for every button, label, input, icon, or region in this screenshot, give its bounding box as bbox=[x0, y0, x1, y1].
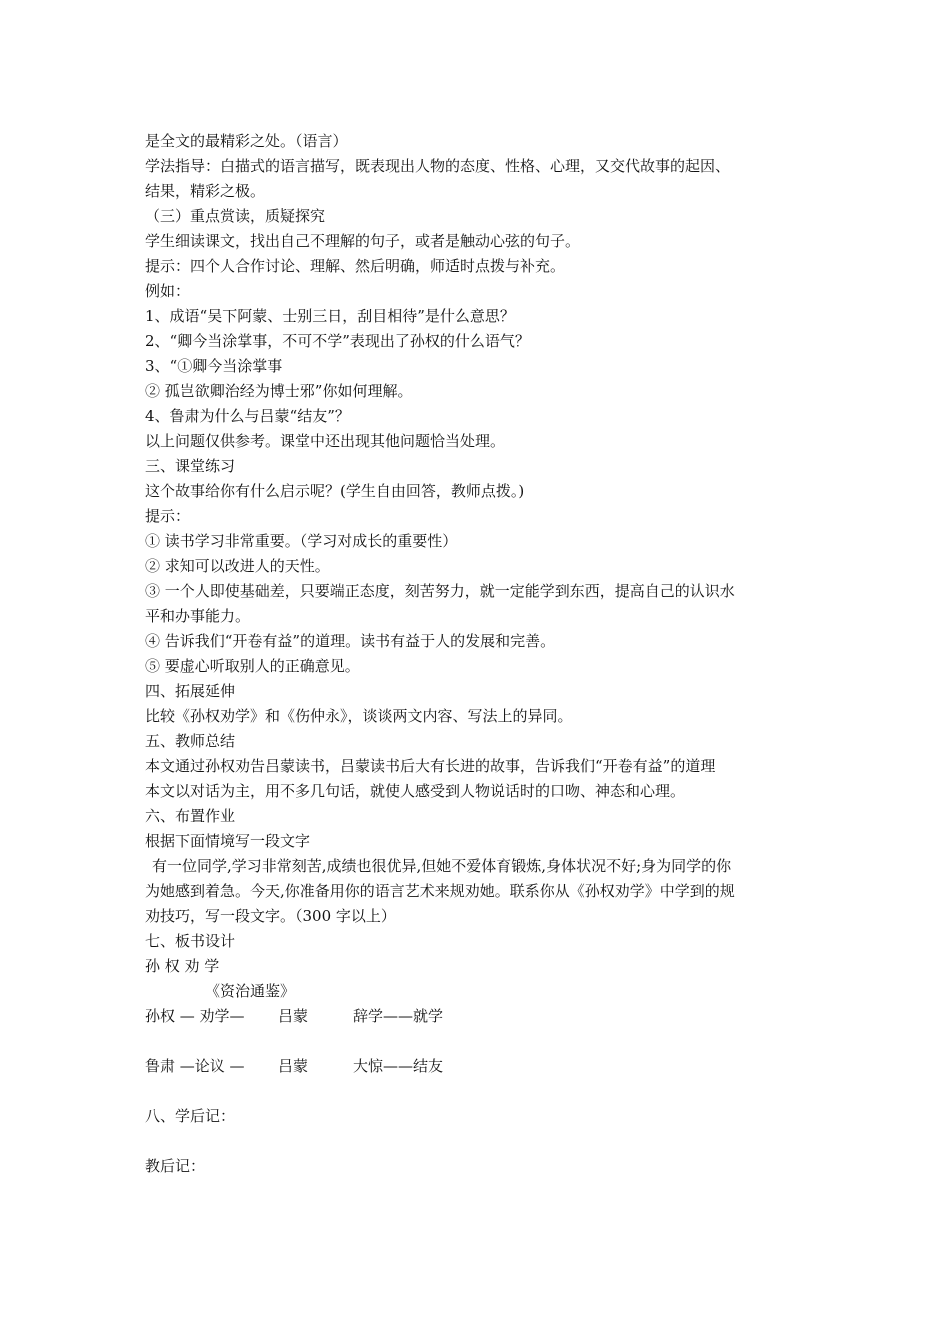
text-line: 提示：四个人合作讨论、理解、然后明确，师适时点拨与补充。 bbox=[145, 257, 566, 275]
text-line: 本文以对话为主，用不多几句话，就使人感受到人物说话时的口吻、神态和心理。 bbox=[145, 782, 686, 800]
board-row-1-mid: 吕蒙 bbox=[278, 1007, 309, 1025]
section-heading: 六、布置作业 bbox=[145, 807, 236, 825]
hint-item: ③ 一个人即使基础差，只要端正态度，刻苦努力，就一定能学到东西，提高自己的认识水 bbox=[145, 582, 735, 600]
hint-item: ② 求知可以改进人的天性。 bbox=[145, 557, 330, 575]
text-line: 结果，精彩之极。 bbox=[145, 182, 266, 200]
hint-item: ④ 告诉我们“开卷有益”的道理。读书有益于人的发展和完善。 bbox=[145, 632, 556, 650]
hint-item: ⑤ 要虚心听取别人的正确意见。 bbox=[145, 657, 360, 675]
section-heading: 五、教师总结 bbox=[145, 732, 236, 750]
section-heading: 三、课堂练习 bbox=[145, 457, 236, 475]
text-line: 平和办事能力。 bbox=[145, 607, 251, 625]
question-item: ② 孤岂欲卿治经为博士邪”你如何理解。 bbox=[145, 382, 413, 400]
text-line: 学法指导：白描式的语言描写，既表现出人物的态度、性格、心理，又交代故事的起因、 bbox=[145, 157, 731, 175]
section-heading: （三）重点赏读，质疑探究 bbox=[145, 207, 326, 225]
question-item: 1、成语“吴下阿蒙、士别三日，刮目相待”是什么意思？ bbox=[145, 307, 515, 325]
text-line: 为她感到着急。今天,你准备用你的语言艺术来规劝她。联系你从《孙权劝学》中学到的规 bbox=[145, 882, 735, 900]
board-row-1-right: 辞学——就学 bbox=[353, 1007, 444, 1025]
text-line: 这个故事给你有什么启示呢？(学生自由回答，教师点拨。) bbox=[145, 482, 525, 500]
section-heading: 八、学后记： bbox=[145, 1107, 236, 1125]
question-item: 2、“卿今当涂掌事，不可不学”表现出了孙权的什么语气？ bbox=[145, 332, 530, 350]
section-heading: 教后记： bbox=[145, 1157, 206, 1175]
board-row-2-right: 大惊——结友 bbox=[353, 1057, 444, 1075]
text-line: 本文通过孙权劝告吕蒙读书，吕蒙读书后大有长进的故事，告诉我们“开卷有益”的道理 bbox=[145, 757, 716, 775]
question-item: 3、“①卿今当涂掌事 bbox=[145, 357, 283, 375]
text-line: 有一位同学,学习非常刻苦,成绩也很优异,但她不爱体育锻炼,身体状况不好;身为同学的你 bbox=[152, 857, 732, 875]
section-heading: 四、拓展延伸 bbox=[145, 682, 236, 700]
question-item: 4、鲁肃为什么与吕蒙“结友”？ bbox=[145, 407, 350, 425]
text-line: 是全文的最精彩之处。（语言） bbox=[145, 132, 348, 150]
text-line: 学生细读课文，找出自己不理解的句子，或者是触动心弦的句子。 bbox=[145, 232, 581, 250]
text-line: 比较《孙权劝学》和《伤仲永》，谈谈两文内容、写法上的异同。 bbox=[145, 707, 573, 725]
board-title: 孙 权 劝 学 bbox=[145, 957, 220, 975]
board-row-2-mid: 吕蒙 bbox=[278, 1057, 309, 1075]
text-line: 以上问题仅供参考。课堂中还出现其他问题恰当处理。 bbox=[145, 432, 506, 450]
board-row-2-left: 鲁肃 —论议 — bbox=[145, 1057, 245, 1075]
section-heading: 七、板书设计 bbox=[145, 932, 236, 950]
text-line: 例如： bbox=[145, 282, 191, 300]
board-source: 《资治通鉴》 bbox=[205, 982, 296, 1000]
text-line: 提示： bbox=[145, 507, 191, 525]
text-line: 根据下面情境写一段文字 bbox=[145, 832, 311, 850]
board-row-1-left: 孙权 — 劝学— bbox=[145, 1007, 245, 1025]
text-line: 劝技巧，写一段文字。（300 字以上） bbox=[145, 907, 396, 925]
hint-item: ① 读书学习非常重要。（学习对成长的重要性） bbox=[145, 532, 458, 550]
